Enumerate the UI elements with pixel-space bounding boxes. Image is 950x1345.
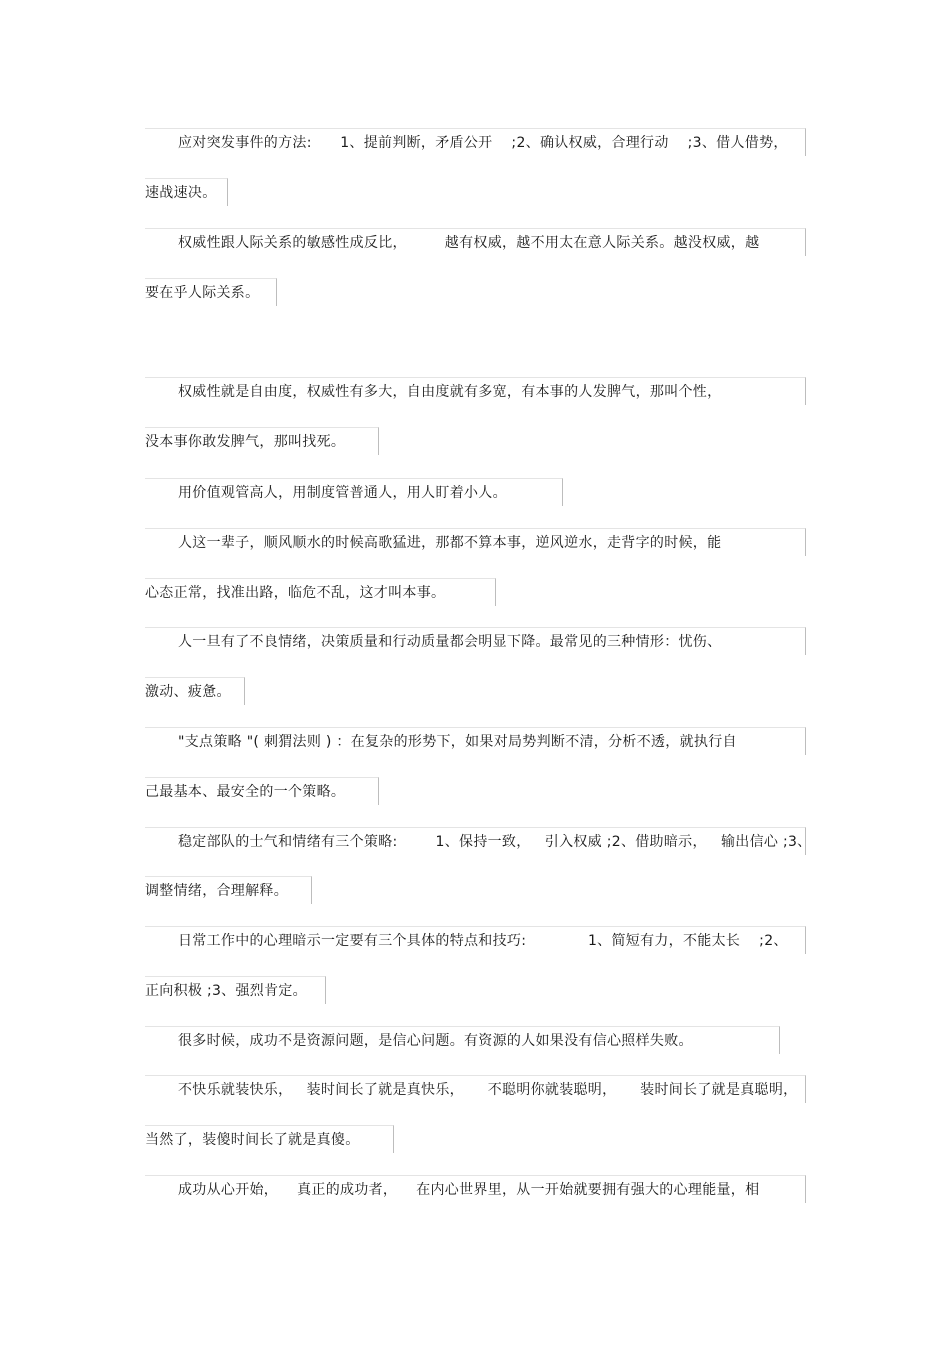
paragraph-line: 正向积极 ;3、强烈肯定。 <box>145 983 307 999</box>
paragraph-line: 稳定部队的士气和情绪有三个策略: 1、保持一致， 引入权威 ;2、借助暗示， 输出信心 ;3、 <box>178 834 812 850</box>
paragraph-line: 很多时候，成功不是资源问题，是信心问题。有资源的人如果没有信心照样失败。 <box>178 1033 693 1049</box>
paragraph-line: 人一旦有了不良情绪，决策质量和行动质量都会明显下降。最常见的三种情形：忧伤、 <box>178 634 722 650</box>
paragraph-line: 速战速决。 <box>145 185 217 201</box>
paragraph-line: 己最基本、最安全的一个策略。 <box>145 784 346 800</box>
paragraph-line: 不快乐就装快乐， 装时间长了就是真快乐， 不聪明你就装聪明， 装时间长了就是真聪明， <box>178 1082 798 1098</box>
paragraph-line: 权威性跟人际关系的敏感性成反比， 越有权威，越不用太在意人际关系。越没权威，越 <box>178 235 760 251</box>
paragraph-line: 权威性就是自由度，权威性有多大，自由度就有多宽，有本事的人发脾气，那叫个性， <box>178 384 722 400</box>
paragraph-line: 调整情绪，合理解释。 <box>145 883 288 899</box>
paragraph-line: 用价值观管高人，用制度管普通人，用人盯着小人。 <box>178 485 507 501</box>
paragraph-line: 应对突发事件的方法: 1、提前判断，矛盾公开 ;2、确认权威，合理行动 ;3、借人借势， <box>178 135 788 151</box>
paragraph-line: 日常工作中的心理暗示一定要有三个具体的特点和技巧: 1、简短有力，不能太长 ;2、 <box>178 933 788 949</box>
paragraph-line: 要在乎人际关系。 <box>145 285 260 301</box>
paragraph-line: "支点策略 "( 刺猬法则 ) ：在复杂的形势下，如果对局势判断不清，分析不透，就执行自 <box>178 734 737 750</box>
paragraph-line: 当然了，装傻时间长了就是真傻。 <box>145 1132 360 1148</box>
paragraph-line: 心态正常，找准出路，临危不乱，这才叫本事。 <box>145 585 446 601</box>
paragraph-line: 人这一辈子，顺风顺水的时候高歌猛进，那都不算本事，逆风逆水，走背字的时候，能 <box>178 535 722 551</box>
paragraph-line: 没本事你敢发脾气，那叫找死。 <box>145 434 346 450</box>
paragraph-line: 激动、疲惫。 <box>145 684 231 700</box>
paragraph-line: 成功从心开始， 真正的成功者， 在内心世界里，从一开始就要拥有强大的心理能量，相 <box>178 1182 760 1198</box>
